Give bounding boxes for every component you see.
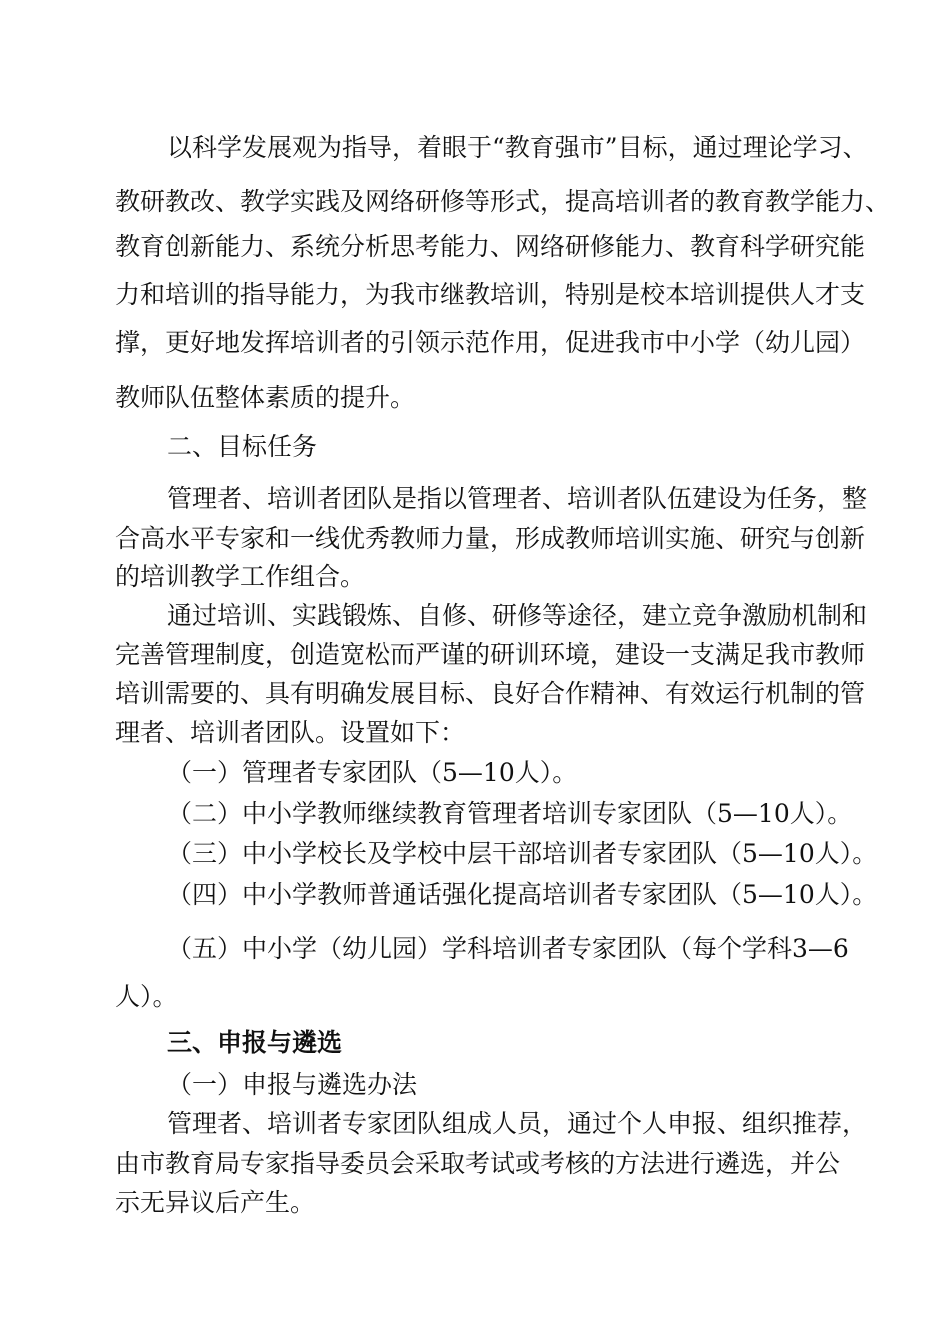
section-2b-line-1: 通过培训、实践锻炼、自修、研修等途径，建立竞争激励机制和 (167, 601, 868, 630)
team-item-2: （二）中小学教师继续教育管理者培训专家团队（5—10人）。 (167, 799, 853, 828)
section-3-line-1: 管理者、培训者专家团队组成人员，通过个人申报、组织推荐， (167, 1109, 868, 1138)
intro-line-1: 以科学发展观为指导，着眼于“教育强市”目标，通过理论学习、 (167, 133, 868, 162)
section-3-heading: 三、申报与遴选 (167, 1028, 343, 1057)
team-item-5: （五）中小学（幼儿园）学科培训者专家团队（每个学科3—6 (167, 934, 849, 963)
intro-line-2: 教研教改、教学实践及网络研修等形式，提高培训者的教育教学能力、 (115, 187, 891, 216)
team-item-3: （三）中小学校长及学校中层干部培训者专家团队（5—10人）。 (167, 839, 878, 868)
intro-line-3: 教育创新能力、系统分析思考能力、网络研修能力、教育科学研究能 (115, 232, 866, 261)
section-2b-line-2: 完善管理制度，创造宽松而严谨的研训环境，建设一支满足我市教师 (115, 640, 866, 669)
section-2b-line-4: 理者、培训者团队。设置如下： (115, 718, 466, 747)
team-item-1: （一）管理者专家团队（5—10人）。 (167, 758, 578, 787)
team-item-4: （四）中小学教师普通话强化提高培训者专家团队（5—10人）。 (167, 880, 878, 909)
intro-line-6: 教师队伍整体素质的提升。 (115, 383, 416, 412)
section-2-heading: 二、目标任务 (167, 432, 318, 461)
section-2a-line-1: 管理者、培训者团队是指以管理者、培训者队伍建设为任务，整 (167, 484, 868, 513)
intro-line-4: 力和培训的指导能力，为我市继教培训，特别是校本培训提供人才支 (115, 280, 866, 309)
section-2b-line-3: 培训需要的、具有明确发展目标、良好合作精神、有效运行机制的管 (115, 679, 866, 708)
intro-line-5: 撑，更好地发挥培训者的引领示范作用，促进我市中小学（幼儿园） (115, 328, 866, 357)
team-item-5-cont: 人）。 (115, 982, 178, 1011)
section-2a-line-3: 的培训教学工作组合。 (115, 562, 366, 591)
section-3-subheading: （一）申报与遴选办法 (167, 1070, 418, 1099)
section-3-line-3: 示无异议后产生。 (115, 1188, 316, 1217)
section-3-line-2: 由市教育局专家指导委员会采取考试或考核的方法进行遴选，并公 (115, 1149, 841, 1178)
section-2a-line-2: 合高水平专家和一线优秀教师力量，形成教师培训实施、研究与创新 (115, 524, 866, 553)
